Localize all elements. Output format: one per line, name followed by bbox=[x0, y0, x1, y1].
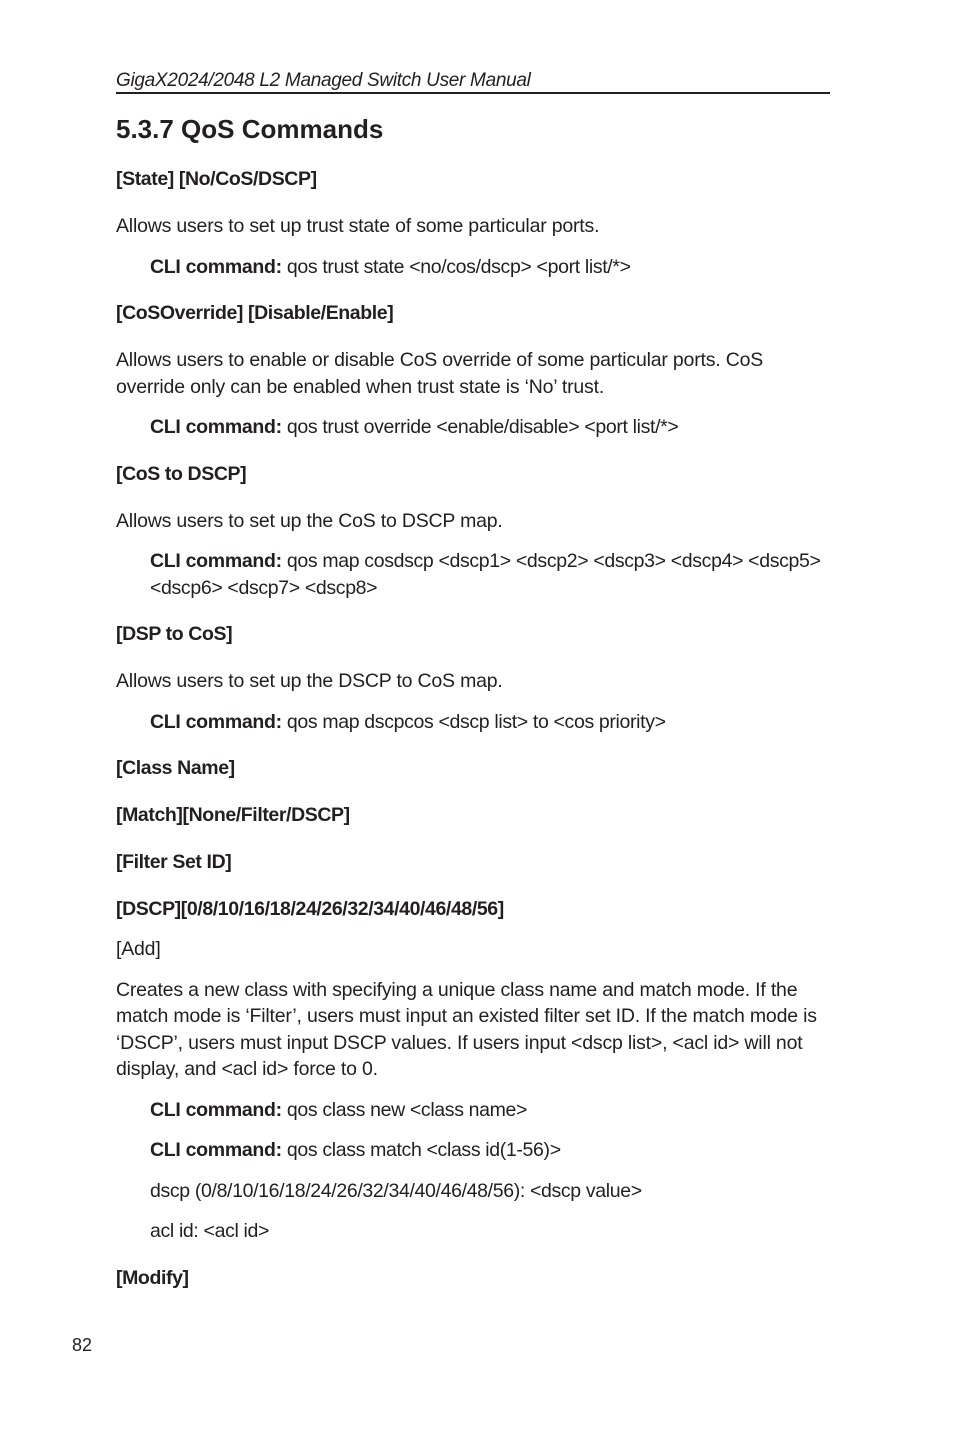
cos-to-dscp-cli-command bbox=[150, 548, 826, 601]
add-acl-id-prompt: acl id: <acl id> bbox=[150, 1220, 270, 1242]
add-label: [Add] bbox=[116, 938, 161, 960]
cli-command-text: qos trust state <no/cos/dscp> <port list/*> bbox=[281, 255, 631, 278]
add-cli-command-new bbox=[150, 1097, 826, 1124]
page-number: 82 bbox=[72, 1335, 93, 1355]
cli-command-keyword: CLI command: bbox=[150, 1098, 282, 1121]
modify-label: [Modify] bbox=[116, 1266, 189, 1289]
cli-command-keyword: CLI command: bbox=[150, 710, 282, 733]
class-name-label: [Class Name] bbox=[116, 757, 235, 779]
cli-command-text: qos map dscpcos <dscp list> to <cos priority> bbox=[281, 710, 666, 733]
section-title: 5.3.7 QoS Commands bbox=[116, 114, 384, 144]
state-cli-command bbox=[150, 254, 826, 281]
cli-command-text: qos map cosdscp <dscp1> <dscp2> <dscp3> <dscp4> <dscp5> <dscp6> <dscp7> <dscp8> bbox=[150, 550, 821, 599]
section-content bbox=[116, 166, 826, 1312]
add-cli-command-match bbox=[150, 1137, 826, 1164]
filter-set-id-label: [Filter Set ID] bbox=[116, 851, 232, 873]
add-dscp-prompt: dscp (0/8/10/16/18/24/26/32/34/40/46/48/56): <dscp value> bbox=[150, 1179, 642, 1202]
add-description: Creates a new class with specifying a unique class name and match mode. If the match mode is ‘Filter’, users must input an existed filter set ID. If the match mode is ‘DSCP’, users must input DSCP values. If users input <dscp list>, <acl id> will not display, and <acl id> force to 0. bbox=[116, 978, 817, 1080]
dsp-to-cos-cli-command bbox=[150, 709, 826, 736]
running-header bbox=[116, 68, 830, 94]
cli-command-keyword: CLI command: bbox=[150, 416, 282, 438]
cli-command-keyword: CLI command: bbox=[150, 1139, 282, 1161]
dscp-label: [DSCP][0/8/10/16/18/24/26/32/34/40/46/48/56] bbox=[116, 898, 504, 920]
cli-command-keyword: CLI command: bbox=[150, 550, 282, 572]
cli-command-keyword: CLI command: bbox=[150, 255, 282, 278]
cos-to-dscp-label: [CoS to DSCP] bbox=[116, 462, 247, 485]
state-description: Allows users to set up trust state of some particular ports. bbox=[116, 215, 600, 237]
cli-command-text: qos class match <class id(1-56)> bbox=[281, 1139, 561, 1161]
cos-to-dscp-description: Allows users to set up the CoS to DSCP map. bbox=[116, 509, 503, 532]
state-label: [State] [No/CoS/DSCP] bbox=[116, 168, 317, 190]
cos-override-cli-command bbox=[150, 414, 826, 441]
cli-command-text: qos class new <class name> bbox=[281, 1098, 528, 1121]
dsp-to-cos-label: [DSP to CoS] bbox=[116, 623, 233, 645]
header-title: GigaX2024/2048 L2 Managed Switch User Manual bbox=[116, 70, 531, 91]
dsp-to-cos-description: Allows users to set up the DSCP to CoS map. bbox=[116, 670, 503, 692]
cos-override-description: Allows users to enable or disable CoS override of some particular ports. CoS override only can be enabled when trust state is ‘No’ trust. bbox=[116, 349, 764, 398]
match-label: [Match][None/Filter/DSCP] bbox=[116, 804, 350, 826]
cli-command-text: qos trust override <enable/disable> <port list/*> bbox=[281, 416, 679, 438]
cos-override-label: [CoSOverride] [Disable/Enable] bbox=[116, 302, 394, 324]
